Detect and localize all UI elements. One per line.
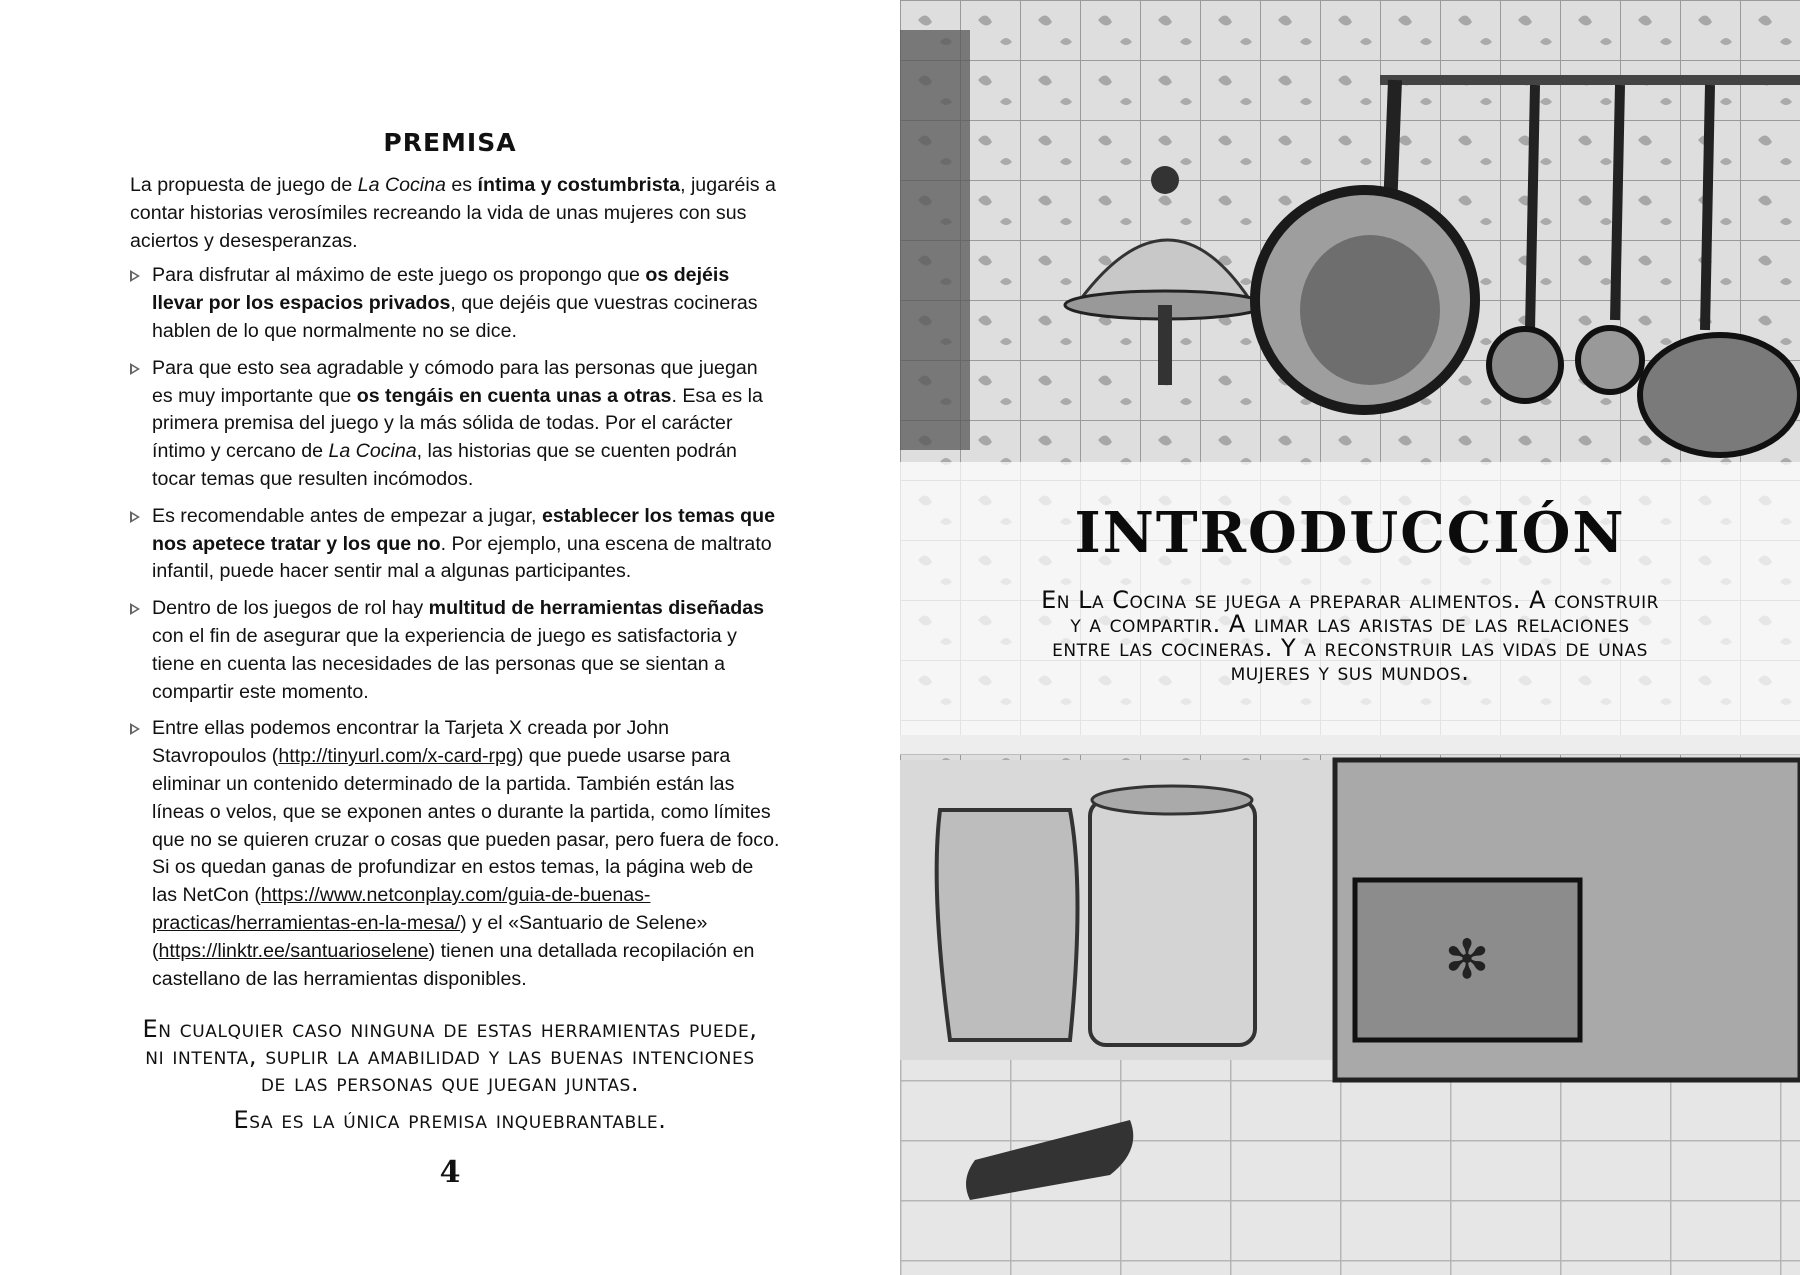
triangle-bullet-icon	[130, 363, 140, 375]
list-item	[130, 262, 780, 345]
netcon-link[interactable]: https://www.netconplay.com/guia-de-buenas-practicas/herramientas-en-la-mesa/	[152, 884, 651, 934]
bullet-text: , las historias que se cuenten podrán tocar temas que resulten incómodos.	[152, 440, 737, 490]
right-page	[900, 0, 1800, 1275]
ladle-icon	[1578, 328, 1642, 392]
x-card-link[interactable]: http://tinyurl.com/x-card-rpg	[278, 745, 517, 768]
triangle-bullet-icon	[130, 723, 140, 735]
bullet-text: ) y el «Santuario de Selene» (	[152, 911, 708, 962]
closing-final-line: Esa es la única premisa inquebrantable.	[233, 1106, 667, 1134]
bullet-text: Para que esto sea agradable y cómodo para las personas que juegan es muy importante que	[152, 356, 758, 407]
bullet-bold: establecer los temas que nos apetece tratar y los que no	[152, 504, 775, 555]
intro-emphasis: La Cocina	[357, 174, 446, 196]
bullet-emphasis: La Cocina	[328, 440, 417, 463]
bullet-bold: multitud de herramientas diseñadas	[428, 597, 765, 620]
bullet-bold: os tengáis en cuenta unas a otras	[356, 384, 672, 407]
intro-title: INTRODUCCIÓN	[1074, 500, 1626, 566]
bullet-text: con el fin de asegurar que la experiencia de juego es satisfactoria y tiene en cuenta las necesidades de las personas que se sientan a compartir este momento.	[152, 624, 737, 703]
triangle-bullet-icon	[130, 511, 140, 523]
bullet-text: Entre ellas podemos encontrar la Tarjeta X creada por John Stavropoulos (	[152, 717, 669, 768]
canister-icon	[1090, 800, 1255, 1045]
page-number: 4	[439, 1155, 461, 1190]
list-item	[130, 503, 780, 586]
triangle-bullet-icon	[130, 270, 140, 282]
pot-lid-icon	[1640, 335, 1800, 455]
closing-statement	[130, 1016, 770, 1134]
jar-icon	[937, 810, 1078, 1040]
list-item	[130, 355, 780, 494]
body-text	[130, 172, 780, 1002]
premise-list	[130, 262, 780, 993]
bullet-text: ) que puede usarse para eliminar un contenido determinado de la partida. También están las líneas o velos, que se exponen antes o durante la partida, como límites que no se quieren cruzar o cosas que pueden pasar, pero fuera de foco. Si os quedan ganas de profundizar en estos temas, la página web de las NetCon (	[152, 745, 780, 907]
svg-text:✻: ✻	[1444, 928, 1490, 991]
intro-text: En La Cocina se juega a preparar alimentos. A construir y a compartir. A limar las aristas de las relaciones entre las cocineras. Y a reconstruir las vidas de unas mujeres y sus mundos.	[1041, 586, 1659, 686]
bullet-text: Para disfrutar al máximo de este juego os propongo que	[152, 264, 646, 287]
santuario-selene-link[interactable]: https://linktr.ee/santuarioselene	[158, 939, 429, 962]
ladle-icon	[1489, 329, 1561, 401]
closing-line: En cualquier caso ninguna de estas herramientas puede, ni intenta, suplir la amabilidad y las buenas intenciones de las personas que juegan juntas.	[142, 1015, 758, 1097]
bullet-text: , que dejéis que vuestras cocineras hablen de lo que normalmente no se dice.	[152, 292, 758, 342]
section-title: PREMISA	[383, 128, 517, 157]
bullet-text: ) tienen una detallada recopilación en castellano de las herramientas disponibles.	[152, 939, 755, 990]
utensil-rail	[1380, 75, 1800, 85]
bullet-text: Es recomendable antes de empezar a jugar,	[152, 504, 542, 527]
bullet-text: . Por ejemplo, una escena de maltrato infantil, puede hacer sentir mal a algunas participantes.	[152, 532, 772, 583]
bullet-text: Dentro de los juegos de rol hay	[152, 597, 429, 620]
list-item	[130, 715, 780, 993]
intro-bold: íntima y costumbrista	[477, 174, 681, 196]
bullet-bold: os dejéis llevar por los espacios privados	[152, 264, 730, 315]
intro-text-3: , jugaréis a contar historias verosímiles recreando la vida de unas mujeres con sus aciertos y desesperanzas.	[130, 174, 776, 252]
triangle-bullet-icon	[130, 603, 140, 615]
left-post	[900, 30, 970, 450]
list-item	[130, 595, 780, 706]
intro-text-1: La propuesta de juego de	[130, 174, 358, 196]
intro-paragraph	[130, 172, 780, 255]
intro-text-2: es	[445, 174, 478, 196]
bullet-text: . Esa es la primera premisa del juego y la más sólida de todas. Por el carácter íntimo y cercano de	[152, 384, 763, 463]
